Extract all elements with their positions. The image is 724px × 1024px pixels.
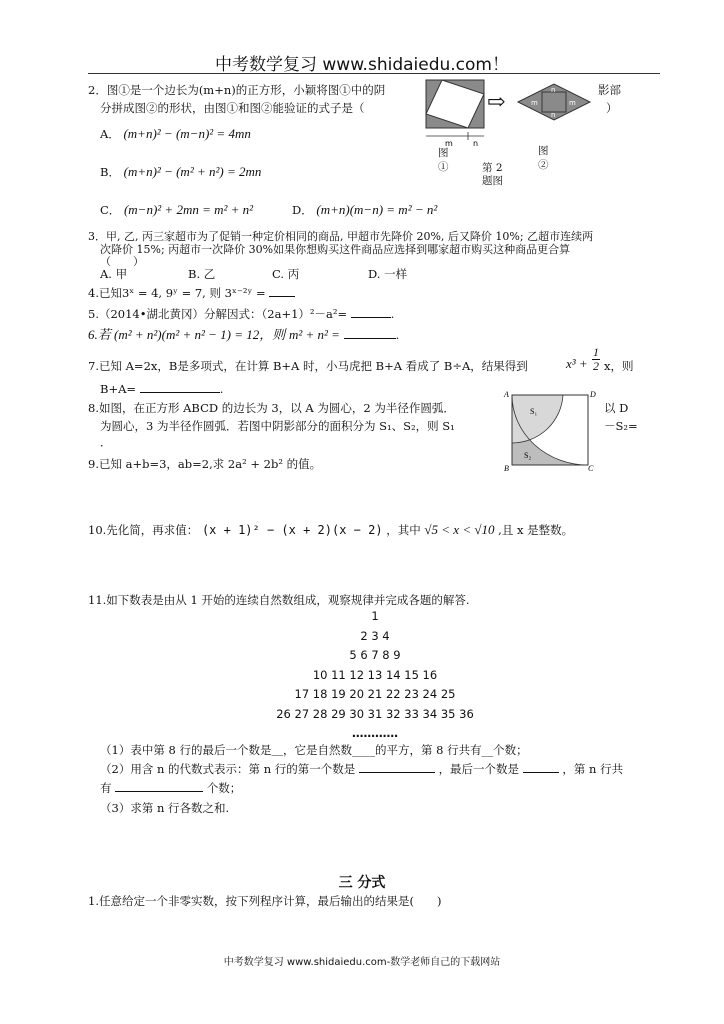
q11-sub3: （3）求第 n 行各数之和. (100, 801, 230, 815)
page-footer: 中考数学复习 www.shidaiedu.com-数学老师自己的下载网站 (223, 957, 501, 968)
q7-line2: B+A= . (100, 382, 224, 396)
q2-figure-title: 第 2 题图 (482, 162, 503, 187)
q8-label-d: D (590, 390, 596, 399)
q2-stem-close: ） (606, 101, 618, 115)
q7-fraction-numerator: 1 (593, 345, 599, 359)
q6-answer-blank[interactable] (344, 338, 396, 339)
q7-fraction-denominator: 2 (593, 359, 599, 373)
q7-answer-blank[interactable] (140, 392, 220, 393)
q3-option-d[interactable]: D. 一样 (368, 267, 408, 281)
q8-line2-tail: －S₂= (604, 419, 638, 433)
q7-line1: 7.已知 A=2x，B是多项式，在计算 B+A 时，小马虎把 B+A 看成了 B÷A，结果得到 (88, 359, 528, 373)
q2-option-b-label: B． (100, 165, 120, 179)
fraction-question-1: 1.任意给定一个非零实数，按下列程序计算，最后输出的结果是( ) (88, 894, 442, 908)
q8-label-b: B (504, 464, 509, 473)
q11-sub2-cont (100, 780, 241, 796)
q3-line2: 次降价 15%; 丙超市一次降价 30%如果你想购买这件商品应选择到哪家超市购买这种商品更合算 (100, 243, 571, 256)
q3-option-c[interactable]: C. 丙 (272, 267, 300, 281)
fig2-label-m-left: m (531, 99, 538, 107)
q2-option-d-label: D． (292, 203, 313, 217)
q2-figure-2 (516, 82, 594, 122)
q7-fraction (592, 346, 600, 373)
q11-row-ellipsis: ………… (352, 726, 398, 740)
q8-line3: ． (100, 435, 112, 449)
q8-label-s1: S₁ (530, 407, 538, 416)
q10-text-b: ，其中 (386, 523, 421, 537)
q2-option-c-expr: (m−n)² + 2mn = m² + n² (123, 202, 254, 217)
q8-line2: 为圆心，3 为半径作圆弧．若图中阴影部分的面积分为 S₁、S₂，则 S₁ (100, 419, 455, 433)
q2-option-c[interactable] (100, 202, 253, 218)
q11-stem: 11.如下数表是由从 1 开始的连续自然数组成，观察规律并完成各题的解答. (88, 593, 470, 607)
q11-sub2-text-c: ，第 n 行共 (562, 762, 624, 776)
q2-option-a-expr: (m+n)² − (m−n)² = 4mn (123, 126, 251, 141)
q2-figure-1-caption: 图① (438, 147, 449, 173)
q3-option-b[interactable]: B. 乙 (188, 267, 216, 281)
q8-line1: 8.如图，在正方形 ABCD 的边长为 3，以 A 为圆心，2 为半径作圆弧． (88, 401, 455, 415)
section-title: 三 分式 (338, 875, 386, 891)
q8-label-s2: S₂ (524, 451, 532, 460)
q2-figure-2-caption: 图② (538, 145, 549, 171)
q3-line3: （ ） (100, 255, 144, 268)
fig2-label-n-bottom: n (551, 111, 556, 119)
q7-expr-pre: x³ + (566, 356, 588, 371)
question-5: 5.（2014•湖北黄冈）分解因式：（2a+1）²－a²= . (88, 307, 395, 321)
q11-sub2-text-a: （2）用含 n 的代数式表示：第 n 行的第一个数是 (100, 762, 356, 776)
q2-option-c-label: C． (100, 203, 121, 217)
header-divider (88, 73, 660, 74)
q2-option-b-expr: (m+n)² − (m² + n²) = 2mn (123, 164, 262, 179)
q10-condition: √5 < x < √10 (424, 522, 495, 537)
q4-answer-blank[interactable] (269, 296, 295, 297)
q10-text-a: 10.先化简，再求值： (88, 523, 199, 537)
q11-row: 26 27 28 29 30 31 32 33 34 35 36 (276, 706, 474, 721)
question-6: 6.若 (m² + n²)(m² + n² − 1) = 12，则 m² + n² = . (88, 327, 400, 342)
q8-line1-tail: 以 D (604, 401, 629, 415)
q11-row: 2 3 4 (360, 628, 390, 643)
q3-option-a[interactable]: A. 甲 (100, 267, 128, 281)
q5-answer-blank[interactable] (351, 317, 391, 318)
q2-stem-tail: 影部 (598, 83, 621, 97)
fig1-label-n: n (473, 139, 479, 148)
q6-target-expr: m² + n² = (288, 327, 340, 342)
fig2-label-m-right: m (569, 99, 576, 107)
q2-option-a-label: A． (100, 127, 120, 141)
q11-row: 17 18 19 20 21 22 23 24 25 (294, 687, 456, 701)
q11-sub2-text-d: 有 (100, 781, 112, 795)
question-9: 9.已知 a+b=3，ab=2,求 2a² + 2b² 的值。 (88, 457, 322, 471)
q3-line1: 3．甲, 乙, 丙三家超市为了促销一种定价相同的商品, 甲超市先降价 20%, 后又降价 10%; 乙超市连续两 (88, 230, 594, 243)
q5-text: 5.（2014•湖北黄冈）分解因式：（2a+1）²－a²= (88, 307, 348, 321)
q2-stem-line2: 分拼成图②的形状，由图①和图②能验证的式子是（ (100, 101, 365, 115)
q11-sub2-blank-first[interactable] (359, 772, 435, 773)
q11-sub2-blank-last[interactable] (523, 772, 559, 773)
q7-line2-text: B+A= (100, 382, 137, 396)
q10-text-c: ,且 x 是整数。 (498, 523, 574, 537)
q4-text: 4.已知3ˣ = 4, 9ʸ = 7, 则 3ˣ⁻²ʸ = (88, 286, 266, 300)
q6-condition: 6.若 (m² + n²)(m² + n² − 1) = 12，则 (88, 327, 286, 342)
q11-sub2-text-b: ，最后一个数是 (438, 762, 520, 776)
q11-sub2-blank-count[interactable] (115, 791, 203, 792)
q8-label-c: C (588, 464, 594, 473)
q2-stem-line1: 2．图①是一个边长为(m+n)的正方形，小颖将图①中的阴 (88, 83, 386, 97)
q11-row: 5 6 7 8 9 (349, 648, 401, 662)
question-10 (88, 522, 573, 538)
q11-sub2 (100, 761, 623, 777)
q11-row: 10 11 12 13 14 15 16 (312, 667, 438, 682)
q2-figure-1 (418, 78, 494, 150)
q11-sub1: （1）表中第 8 行的最后一个数是＿，它是自然数____的平方，第 8 行共有__个数； (100, 743, 528, 757)
q2-option-d[interactable] (292, 202, 437, 218)
fig2-label-n-top: n (551, 86, 556, 94)
q7-expr-post: x，则 (604, 359, 634, 373)
q8-label-a: A (504, 390, 509, 399)
q2-transform-arrow: ⇨ (487, 90, 506, 115)
page-header: 中考数学复习 www.shidaiedu.com！ (215, 55, 509, 75)
q11-row: 1 (371, 609, 379, 623)
q2-option-d-expr: (m+n)(m−n) = m² − n² (316, 202, 438, 217)
q2-option-b[interactable] (100, 164, 261, 180)
q11-sub2-text-e: 个数； (206, 781, 242, 795)
q2-option-a[interactable] (100, 126, 251, 142)
q11-number-table (180, 607, 570, 744)
q8-figure (502, 388, 594, 472)
question-4 (88, 285, 295, 301)
fig1-label-m: m (445, 139, 453, 148)
q10-expression: (x + 1)² − (x + 2)(x − 2) (201, 523, 383, 537)
